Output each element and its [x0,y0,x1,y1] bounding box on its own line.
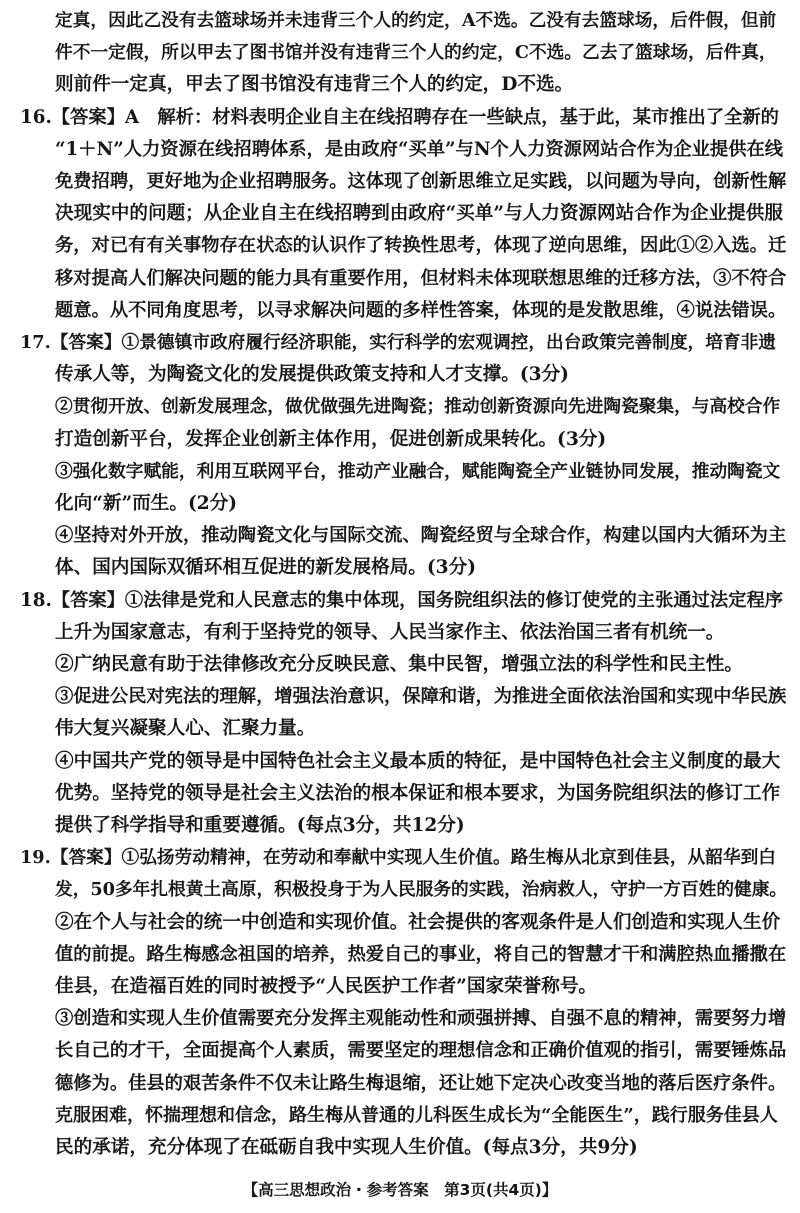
text-line: 德修为。佳县的艰苦条件不仅未让路生梅退缩，还让她下定决心改变当地的落后医疗条件。 [55,1072,787,1094]
text-line: 佳县，在造福百姓的同时被授予“人民医护工作者”国家荣誉称号。 [55,976,598,997]
text-line: ②广纳民意有助于法律修改充分反映民意、集中民智，增强立法的科学性和民主性。 [55,654,743,675]
text-line: 移对提高人们解决问题的能力具有重要作用，但材料未体现联想思维的迁移方法，③不符合 [55,267,787,289]
text-line: 民的承诺，充分体现了在砥砺自我中实现人生价值。(每点3分，共9分) [55,1137,638,1158]
text-line: ③强化数字赋能，利用互联网平台，推动产业融合，赋能陶瓷全产业链协同发展，推动陶瓷文 [55,460,781,482]
text-line: 免费招聘，更好地为企业招聘服务。这体现了创新思维立足实践，以问题为导向，创新性解 [55,171,787,192]
text-line: 体、国内国际双循环相互促进的新发展格局。(3分) [55,557,477,579]
text-line: 伟大复兴凝聚人心、汇聚力量。 [55,718,316,740]
question-17-line: 17.【答案】①景德镇市政府履行经济职能，实行科学的宏观调控，出台政策完善制度，培育非遗 [20,332,776,353]
text-line: 优势。坚持党的领导是社会主义法治的根本保证和根本要求，为国务院组织法的修订工作 [55,782,781,804]
text-line: “1＋N”人力资源在线招聘体系，是由政府“买单”与N个人力资源网站合作为企业提供在线 [55,138,784,160]
text-line: ③创造和实现人生价值需要充分发挥主观能动性和顽强拼搏、自强不息的精神，需要努力增 [55,1008,787,1030]
text-line: 决现实中的问题；从企业自主在线招聘到由政府“买单”与人力资源网站合作为企业提供服 [55,203,783,225]
text-line: 发，50多年扎根黄土高原，积极投身于为人民服务的实践，治病救人，守护一方百姓的健康。 [55,879,788,901]
text-line: 定真，因此乙没有去篮球场并未违背三个人的约定，A不选。乙没有去篮球场，后件假，但前 [55,10,777,31]
text-line: ②在个人与社会的统一中创造和实现价值。社会提供的客观条件是人们创造和实现人生价 [55,911,781,933]
text-line: 长自己的才干，全面提高个人素质，需要坚定的理想信念和正确价值观的指引，需要锤炼品 [55,1040,787,1062]
text-line: 化向“新”而生。(2分) [55,493,238,514]
text-line: 值的前提。路生梅感念祖国的培养，热爱自己的事业，将自己的智慧才干和满腔热血播撒在 [55,943,787,965]
text-line: 则前件一定真，甲去了图书馆没有违背三个人的约定，D不选。 [55,74,574,96]
text-line: ④坚持对外开放，推动陶瓷文化与国际交流、陶瓷经贸与全球合作，构建以国内大循环为主 [55,525,787,547]
text-line: 题意。从不同角度思考，以寻求解决问题的多样性答案，体现的是发散思维，④说法错误。 [55,299,787,321]
text-line: 上升为国家意志，有利于坚持党的领导、人民当家作主、依法治国三者有机统一。 [55,621,725,643]
text-line: 提供了科学指导和重要遵循。(每点3分，共12分) [55,815,465,836]
text-line: 克服困难，怀揣理想和信念，路生梅从普通的儿科医生成长为“全能医生”，践行服务佳县人 [55,1104,778,1126]
question-18-line: 18.【答案】①法律是党和人民意志的集中体现，国务院组织法的修订使党的主张通过法定程序 [20,589,784,611]
text-line: 务，对已有有关事物存在状态的认识作了转换性思考，体现了逆向思维，因此①②入选。迁 [55,235,787,257]
text-line: 打造创新平台，发挥企业创新主体作用，促进创新成果转化。(3分) [55,428,607,450]
question-16-line: 16.【答案】A 解析：材料表明企业自主在线招聘存在一些缺点，基于此，某市推出了全新的 [20,106,779,128]
question-19-line: 19.【答案】①弘扬劳动精神，在劳动和奉献中实现人生价值。路生梅从北京到佳县，从韶华到白 [20,847,776,869]
page-footer: 【高三思想政治・参考答案 第3页(共4页)】 [242,1181,558,1199]
text-line: ③促进公民对宪法的理解，增强法治意识，保障和谐，为推进全面依法治国和实现中华民族 [55,686,787,708]
text-line: 件不一定假，所以甲去了图书馆并没有违背三个人的约定，C不选。乙去了篮球场，后件真， [55,42,777,64]
text-line: ②贯彻开放、创新发展理念，做优做强先进陶瓷；推动创新资源向先进陶瓷聚集，与高校合作 [55,396,781,418]
text-line: 传承人等，为陶瓷文化的发展提供政策支持和人才支撑。(3分) [55,364,569,386]
text-line: ④中国共产党的领导是中国特色社会主义最本质的特征，是中国特色社会主义制度的最大 [55,750,781,772]
